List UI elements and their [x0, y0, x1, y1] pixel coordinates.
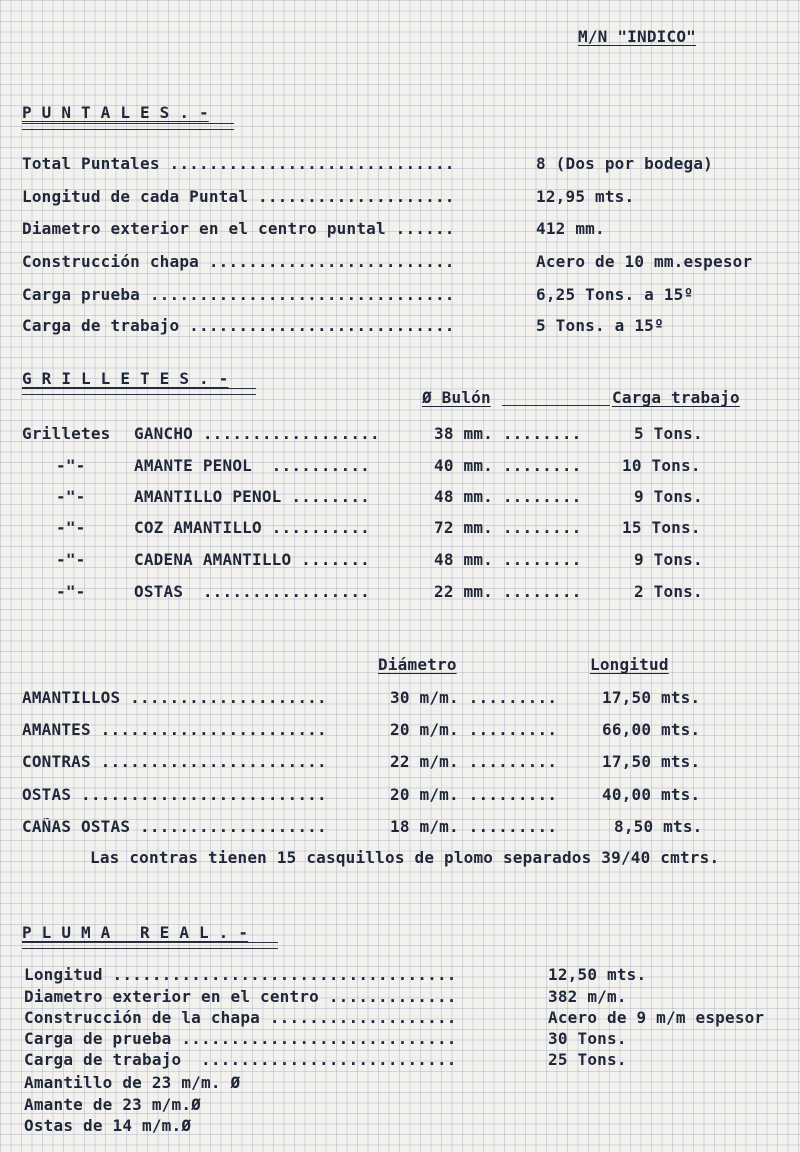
puntales-row-value: 5 Tons. a 15º: [536, 316, 664, 335]
grillete-name: AMANTILLO PENOL ........: [134, 488, 370, 506]
grillete-prefix: -"-: [56, 456, 86, 475]
cable-diametro: 20 m/m. .........: [390, 721, 558, 739]
puntales-row-value: 8 (Dos por bodega): [536, 154, 713, 173]
pluma-extra-line: Ostas de 14 m/m.Ø: [24, 1116, 192, 1135]
cable-diametro: 22 m/m. .........: [390, 753, 558, 771]
column-header-diametro: Diámetro: [378, 655, 457, 674]
cable-longitud: 17,50 mts.: [602, 688, 701, 707]
cable-diametro: 30 m/m. .........: [390, 689, 558, 707]
grillete-prefix: Grilletes: [22, 424, 111, 443]
contras-note: Las contras tienen 15 casquillos de plomo separados 39/40 cmtrs.: [90, 849, 720, 867]
pluma-row-label: Carga de prueba ............................: [24, 1030, 457, 1048]
section-heading-grilletes: G R I L L E T E S . -: [22, 369, 229, 388]
cable-longitud: 17,50 mts.: [602, 752, 701, 771]
document-title: M/N "INDICO": [578, 27, 696, 46]
grillete-prefix: -"-: [56, 487, 86, 506]
grillete-bulon: 40 mm. ........: [434, 457, 582, 475]
grillete-carga: 9 Tons.: [634, 550, 703, 569]
grillete-name: GANCHO ..................: [134, 425, 380, 443]
grillete-prefix: -"-: [56, 550, 86, 569]
cable-diametro: 18 m/m. .........: [390, 818, 558, 836]
pluma-extra-line: Amante de 23 m/m.Ø: [24, 1095, 201, 1114]
grillete-name: CADENA AMANTILLO .......: [134, 551, 370, 569]
puntales-row-value: 6,25 Tons. a 15º: [536, 285, 694, 304]
grillete-carga: 15 Tons.: [622, 518, 701, 537]
pluma-row-label: Diametro exterior en el centro .............: [24, 988, 457, 1006]
grillete-bulon: 72 mm. ........: [434, 519, 582, 537]
puntales-row-label: Carga prueba ...............................: [22, 286, 455, 304]
cable-label: CAÑAS OSTAS ...................: [22, 818, 327, 836]
pluma-row-value: 382 m/m.: [548, 987, 627, 1006]
heading-double-underline: [22, 123, 234, 130]
pluma-row-value: 30 Tons.: [548, 1029, 627, 1048]
pluma-row-label: Construcción de la chapa ...................: [24, 1009, 457, 1027]
heading-double-underline: [22, 388, 256, 395]
puntales-row-value: 12,95 mts.: [536, 187, 635, 206]
header-rule: [502, 405, 610, 406]
grillete-carga: 9 Tons.: [634, 487, 703, 506]
pluma-row-value: 25 Tons.: [548, 1050, 627, 1069]
grillete-name: COZ AMANTILLO ..........: [134, 519, 370, 537]
heading-double-underline: [22, 942, 278, 949]
grillete-carga: 10 Tons.: [622, 456, 701, 475]
cable-label: OSTAS .........................: [22, 786, 327, 804]
puntales-row-label: Diametro exterior en el centro puntal ......: [22, 220, 455, 238]
puntales-row-label: Construcción chapa .........................: [22, 253, 455, 271]
cable-label: AMANTILLOS ....................: [22, 689, 327, 707]
column-header-longitud: Longitud: [590, 655, 669, 674]
pluma-row-label: Carga de trabajo ..........................: [24, 1051, 457, 1069]
cable-longitud: 40,00 mts.: [602, 785, 701, 804]
grillete-bulon: 48 mm. ........: [434, 551, 582, 569]
section-heading-pluma-real: P L U M A R E A L . -: [22, 923, 249, 942]
grillete-prefix: -"-: [56, 518, 86, 537]
puntales-row-label: Carga de trabajo ...........................: [22, 317, 455, 335]
cable-longitud: 8,50 mts.: [614, 817, 703, 836]
pluma-row-label: Longitud ...................................: [24, 966, 457, 984]
grillete-name: AMANTE PENOL ..........: [134, 457, 370, 475]
grillete-carga: 5 Tons.: [634, 424, 703, 443]
grillete-name: OSTAS .................: [134, 583, 370, 601]
puntales-row-value: Acero de 10 mm.espesor: [536, 252, 753, 271]
grillete-bulon: 48 mm. ........: [434, 488, 582, 506]
cable-diametro: 20 m/m. .........: [390, 786, 558, 804]
cable-longitud: 66,00 mts.: [602, 720, 701, 739]
grillete-bulon: 22 mm. ........: [434, 583, 582, 601]
grillete-bulon: 38 mm. ........: [434, 425, 582, 443]
cable-label: AMANTES .......................: [22, 721, 327, 739]
grillete-prefix: -"-: [56, 582, 86, 601]
cable-label: CONTRAS .......................: [22, 753, 327, 771]
puntales-row-value: 412 mm.: [536, 219, 605, 238]
pluma-row-value: Acero de 9 m/m espesor: [548, 1009, 765, 1027]
grillete-carga: 2 Tons.: [634, 582, 703, 601]
pluma-row-value: 12,50 mts.: [548, 965, 647, 984]
section-heading-puntales: P U N T A L E S . -: [22, 103, 209, 122]
puntales-row-label: Longitud de cada Puntal ....................: [22, 188, 455, 206]
pluma-extra-line: Amantillo de 23 m/m. Ø: [24, 1073, 241, 1092]
column-header-bulon: Ø Bulón: [422, 388, 491, 407]
puntales-row-label: Total Puntales .............................: [22, 155, 455, 173]
column-header-carga: Carga trabajo: [612, 388, 740, 407]
